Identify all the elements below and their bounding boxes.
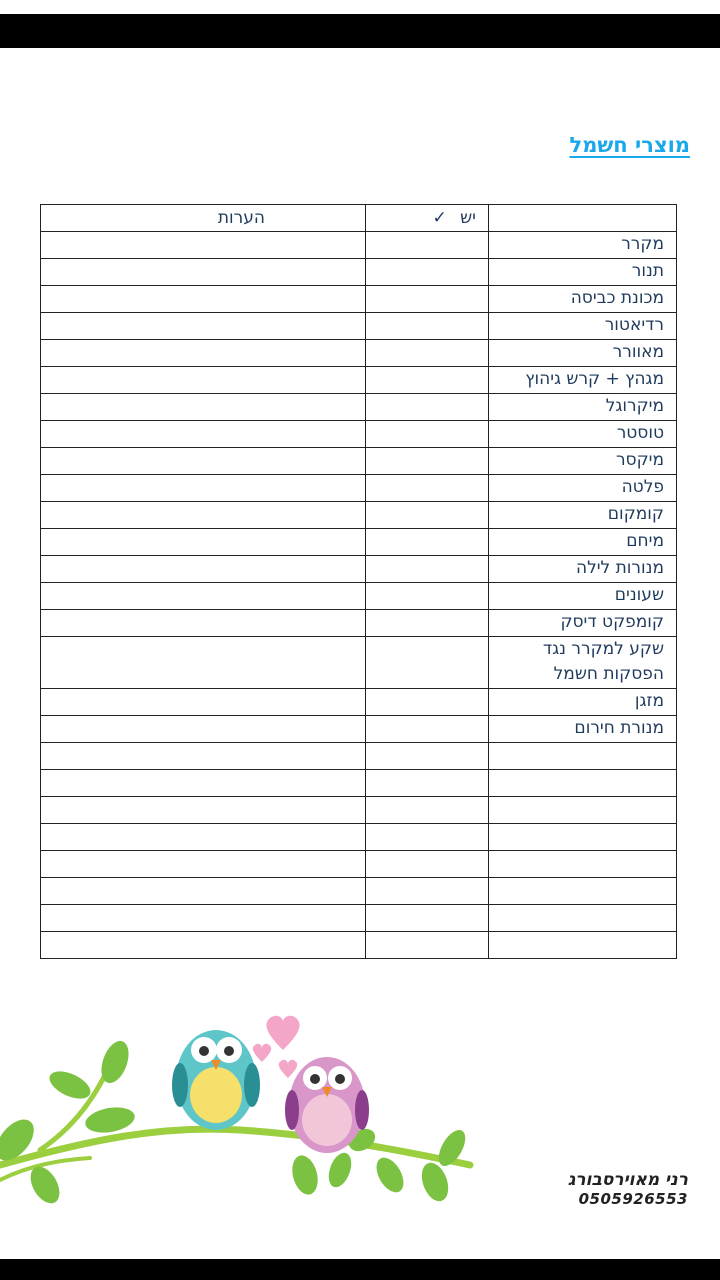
table-row [41,232,677,259]
table-row [41,610,677,637]
item-name: מקרר [489,232,677,259]
have-cell[interactable] [366,824,489,851]
notes-cell[interactable] [41,743,366,770]
owls-on-branch-illustration [0,990,520,1220]
have-cell[interactable] [366,259,489,286]
empty-row [41,905,677,932]
notes-cell[interactable] [41,851,366,878]
notes-cell[interactable] [41,716,366,743]
have-cell[interactable] [366,232,489,259]
have-cell[interactable] [366,583,489,610]
notes-label: הערות [217,208,265,228]
item-name-cell[interactable] [489,797,677,824]
item-name: מכונת כביסה [489,286,677,313]
page-title: מוצרי חשמל [569,133,690,157]
have-cell[interactable] [366,340,489,367]
item-name: מאוורר [489,340,677,367]
blue-owl-icon [172,1030,260,1130]
notes-cell[interactable] [41,232,366,259]
notes-cell[interactable] [41,905,366,932]
header-have-cell [366,205,489,232]
notes-cell[interactable] [41,475,366,502]
empty-row [41,932,677,959]
table-row [41,475,677,502]
have-cell[interactable] [366,394,489,421]
notes-cell[interactable] [41,878,366,905]
signature [568,1170,688,1208]
have-cell[interactable] [366,637,489,689]
have-cell[interactable] [366,367,489,394]
notes-cell[interactable] [41,770,366,797]
table-row [41,556,677,583]
bottom-nav-bar [0,1259,720,1280]
empty-row [41,743,677,770]
item-name-cell[interactable] [489,770,677,797]
item-name: שקע למקרר נגד הפסקות חשמל [489,637,677,689]
have-cell[interactable] [366,556,489,583]
have-cell[interactable] [366,502,489,529]
have-cell[interactable] [366,448,489,475]
top-status-bar [0,14,720,48]
item-name: קומקום [489,502,677,529]
have-cell[interactable] [366,286,489,313]
have-cell[interactable] [366,421,489,448]
notes-cell[interactable] [41,932,366,959]
notes-cell[interactable] [41,583,366,610]
item-name: טוסטר [489,421,677,448]
have-cell[interactable] [366,716,489,743]
table-row [41,637,677,689]
notes-cell[interactable] [41,313,366,340]
table-row [41,689,677,716]
item-name-cell[interactable] [489,743,677,770]
have-cell[interactable] [366,770,489,797]
notes-cell[interactable] [41,286,366,313]
have-cell[interactable] [366,905,489,932]
table-row [41,502,677,529]
empty-row [41,824,677,851]
notes-cell[interactable] [41,448,366,475]
have-cell[interactable] [366,689,489,716]
table-row [41,448,677,475]
have-cell[interactable] [366,313,489,340]
table-row [41,286,677,313]
item-name: מזגן [489,689,677,716]
item-name-cell[interactable] [489,878,677,905]
have-cell[interactable] [366,851,489,878]
notes-cell[interactable] [41,797,366,824]
notes-cell[interactable] [41,502,366,529]
author-phone: 0505926553 [578,1190,688,1208]
table-row [41,716,677,743]
table-row [41,340,677,367]
empty-row [41,878,677,905]
author-name: רני מאוירסבורג [567,1170,688,1190]
have-cell[interactable] [366,529,489,556]
item-name: מיחם [489,529,677,556]
item-name: שעונים [489,583,677,610]
header-item-cell [489,205,677,232]
table-row [41,583,677,610]
hearts-icon [253,1016,300,1078]
empty-row [41,851,677,878]
item-name-cell[interactable] [489,824,677,851]
have-cell[interactable] [366,878,489,905]
have-cell[interactable] [366,610,489,637]
table-row [41,529,677,556]
item-name-cell[interactable] [489,851,677,878]
item-name: רדיאטור [489,313,677,340]
item-name: מנורות לילה [489,556,677,583]
table-row [41,313,677,340]
have-cell[interactable] [366,743,489,770]
item-name: מנורת חירום [489,716,677,743]
empty-row [41,770,677,797]
notes-cell[interactable] [41,340,366,367]
empty-row [41,797,677,824]
notes-cell[interactable] [41,421,366,448]
have-cell[interactable] [366,475,489,502]
table-row [41,259,677,286]
notes-cell[interactable] [41,367,366,394]
item-name: מיקרוגל [489,394,677,421]
notes-cell[interactable] [41,689,366,716]
notes-cell[interactable] [41,610,366,637]
table-row [41,367,677,394]
have-cell[interactable] [366,932,489,959]
item-name: מיקסר [489,448,677,475]
checkmark-icon: ✓ [432,208,447,228]
notes-cell[interactable] [41,637,366,689]
notes-cell[interactable] [41,529,366,556]
item-name-cell[interactable] [489,932,677,959]
item-name: פלטה [489,475,677,502]
header-notes-cell [41,205,366,232]
item-name: תנור [489,259,677,286]
item-name: קומפקט דיסק [489,610,677,637]
item-name: מגהץ + קרש גיהוץ [489,367,677,394]
notes-cell[interactable] [41,556,366,583]
have-label: יש [460,208,476,228]
appliances-table [40,204,677,959]
table-row [41,394,677,421]
notes-cell[interactable] [41,394,366,421]
table-header-row [41,205,677,232]
item-name-cell[interactable] [489,905,677,932]
notes-cell[interactable] [41,824,366,851]
have-cell[interactable] [366,797,489,824]
table-row [41,421,677,448]
notes-cell[interactable] [41,259,366,286]
